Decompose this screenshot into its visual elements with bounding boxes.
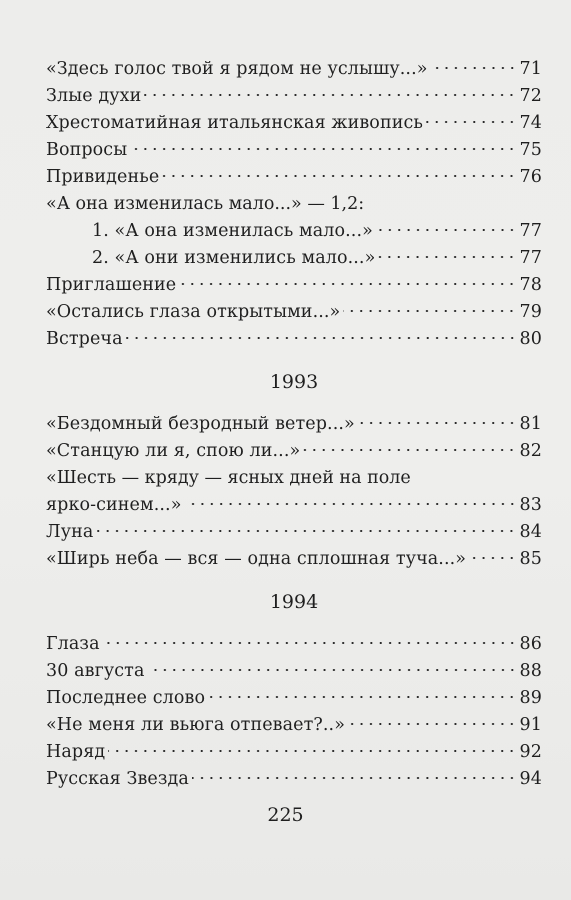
- dot-leader: [126, 336, 517, 340]
- dot-leader: [303, 448, 516, 452]
- toc-entry-page: 86: [519, 634, 542, 654]
- toc-entry-page: 79: [519, 302, 542, 322]
- toc-entry-heading: «Шесть — кряду — ясных дней на поле: [46, 468, 411, 488]
- toc-entry-page: 92: [519, 742, 542, 762]
- toc-entry: [46, 137, 542, 164]
- toc-entry-page: 72: [519, 86, 542, 106]
- toc-entry: [46, 658, 542, 685]
- dot-leader: [185, 502, 517, 506]
- toc-entry-title: «Станцую ли я, спою ли...»: [46, 441, 301, 461]
- dot-leader: [469, 556, 516, 560]
- toc-entry-page: 82: [519, 441, 542, 461]
- toc-entry-page: 78: [519, 275, 542, 295]
- dot-leader: [103, 641, 517, 645]
- toc-entry: [46, 712, 542, 739]
- dot-leader: [179, 282, 516, 286]
- toc-entry-page: 88: [519, 661, 542, 681]
- toc-entry-page: 74: [519, 113, 542, 133]
- toc-entry-page: 91: [519, 715, 542, 735]
- toc-entry-title: 2. «А они изменились мало...»: [92, 248, 376, 268]
- toc-entry-page: 75: [519, 140, 542, 160]
- toc-entry: [46, 766, 542, 793]
- dot-leader: [426, 120, 517, 124]
- toc-entry-title: «Остались глаза открытыми...»: [46, 302, 341, 322]
- toc-entry: [46, 56, 542, 83]
- toc-entry-page: 71: [519, 59, 542, 79]
- dot-leader: [343, 309, 516, 313]
- toc-entry-title: Луна: [46, 522, 94, 542]
- toc-entry: [46, 492, 542, 519]
- toc-entry: [46, 83, 542, 110]
- dot-leader: [348, 722, 517, 726]
- dot-leader: [431, 66, 517, 70]
- toc-entry: [46, 631, 542, 658]
- toc-entry-title: Глаза: [46, 634, 100, 654]
- toc-entry-title: 1. «А она изменилась мало...»: [92, 221, 373, 241]
- toc-entry-page: 77: [519, 248, 542, 268]
- dot-leader: [358, 421, 517, 425]
- toc-entry-page: 85: [519, 549, 542, 569]
- toc-entry: [46, 245, 542, 272]
- toc-entry-title: «Здесь голос твой я рядом не услышу...»: [46, 59, 428, 79]
- toc-entry: [46, 218, 542, 245]
- toc-entry-page: 81: [519, 414, 542, 434]
- dot-leader: [378, 255, 516, 259]
- dot-leader: [144, 93, 516, 97]
- toc-entry: [46, 739, 542, 766]
- toc-entry: [46, 685, 542, 712]
- toc-entry-title: Вопросы: [46, 140, 128, 160]
- toc-entry: [46, 164, 542, 191]
- toc-entry: [46, 326, 542, 353]
- toc-entry: [46, 299, 542, 326]
- dot-leader: [162, 174, 516, 178]
- dot-leader: [376, 228, 517, 232]
- toc-entry-page: 80: [519, 329, 542, 349]
- toc-entry-title: Хрестоматийная итальянская живопись: [46, 113, 423, 133]
- toc-entry: [46, 546, 542, 573]
- dot-leader: [130, 147, 516, 151]
- toc-entry-page: 89: [519, 688, 542, 708]
- toc-entry: [46, 110, 542, 137]
- dot-leader: [96, 529, 516, 533]
- toc-entry-title: «Бездомный безродный ветер...»: [46, 414, 355, 434]
- toc-entry: [46, 272, 542, 299]
- section-year-heading: 1993: [269, 371, 319, 393]
- toc-entry-page: 76: [519, 167, 542, 187]
- toc-entry: [46, 411, 542, 438]
- table-of-contents: [46, 56, 542, 793]
- dot-leader: [192, 776, 517, 780]
- toc-entry-title: «Не меня ли вьюга отпевает?..»: [46, 715, 346, 735]
- dot-leader: [208, 695, 516, 699]
- toc-entry-title: Встреча: [46, 329, 123, 349]
- toc-entry-page: 77: [519, 221, 542, 241]
- toc-entry: [46, 438, 542, 465]
- page-number: 225: [267, 804, 304, 826]
- toc-entry-heading: «А она изменилась мало...» — 1,2:: [46, 194, 365, 214]
- dot-leader: [148, 668, 517, 672]
- toc-entry-title: «Ширь неба — вся — одна сплошная туча...»: [46, 549, 467, 569]
- dot-leader: [108, 749, 516, 753]
- toc-entry-title: Приглашение: [46, 275, 177, 295]
- toc-entry: [46, 519, 542, 546]
- toc-entry-title: ярко-синем...»: [46, 495, 182, 515]
- toc-entry-title: Последнее слово: [46, 688, 206, 708]
- toc-entry-title: Русская Звезда: [46, 769, 189, 789]
- toc-entry-title: 30 августа: [46, 661, 145, 681]
- toc-entry-title: Злые духи: [46, 86, 142, 106]
- section-year-heading: 1994: [269, 591, 319, 613]
- toc-entry-title: Наряд: [46, 742, 106, 762]
- toc-entry-page: 84: [519, 522, 542, 542]
- toc-entry-page: 83: [519, 495, 542, 515]
- toc-entry-title: Привиденье: [46, 167, 160, 187]
- toc-entry-page: 94: [519, 769, 542, 789]
